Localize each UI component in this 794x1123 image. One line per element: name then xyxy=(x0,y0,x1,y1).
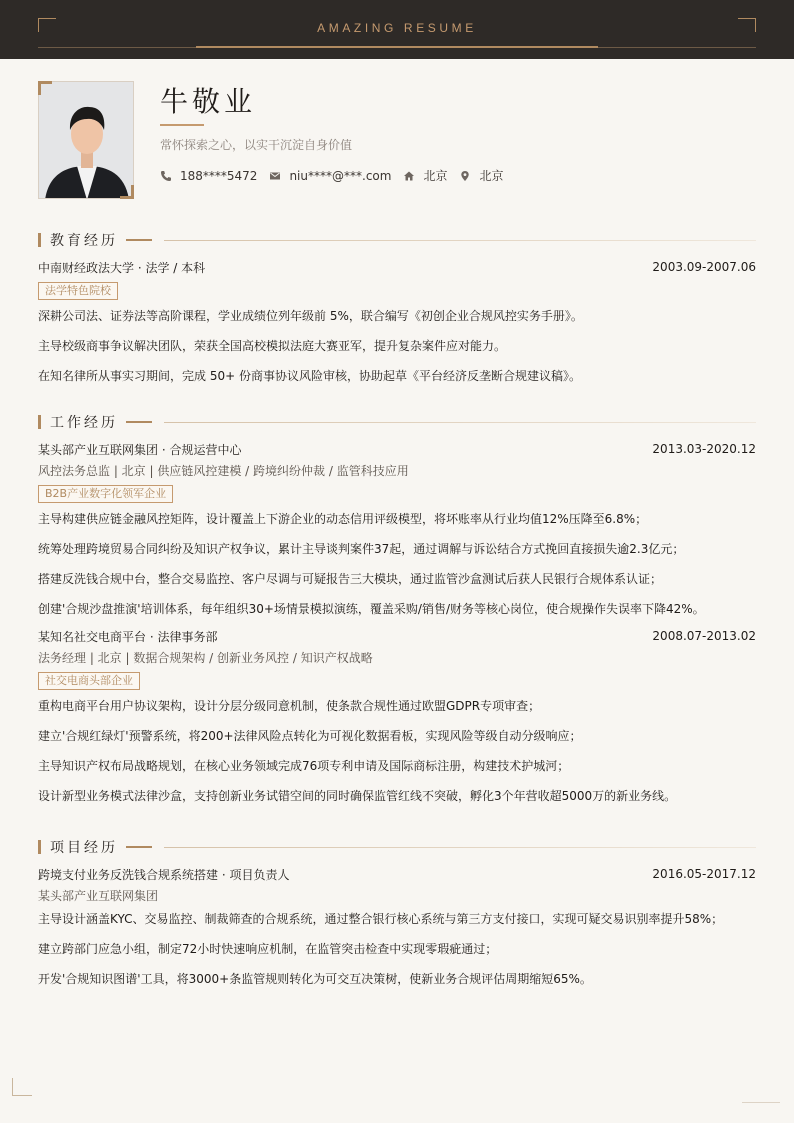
job-detail: 法务经理 | 北京 | 数据合规架构 / 创新业务风控 / 知识产权战略 xyxy=(38,651,373,665)
candidate-name: 牛敬业 xyxy=(160,85,257,118)
name-underline xyxy=(160,124,204,126)
section-header xyxy=(38,413,756,431)
company-name: 某知名社交电商平台 · 法律事务部 xyxy=(38,629,218,644)
education-bullet: 深耕公司法、证券法等高阶课程，学业成绩位列年级前 5%，联合编写《初创企业合规风控实务手册》。 xyxy=(38,309,583,323)
education-date: 2003.09-2007.06 xyxy=(652,260,756,274)
mail-icon xyxy=(269,170,281,182)
work-section xyxy=(38,413,756,804)
section-accent xyxy=(126,239,152,241)
photo-corner-decoration xyxy=(38,81,52,95)
job-bullet: 主导构建供应链金融风控矩阵，设计覆盖上下游企业的动态信用评级模型，将坏账率从行业均值12%压降至6.8%； xyxy=(38,512,648,526)
email-address: niu****@***.com xyxy=(289,168,392,183)
current-location: 北京 xyxy=(479,169,504,183)
job-detail: 风控法务总监 | 北京 | 供应链风控建模 / 跨境纠纷仲裁 / 监管科技应用 xyxy=(38,464,409,478)
company-tag: 社交电商头部企业 xyxy=(38,672,140,690)
project-org: 某头部产业互联网集团 xyxy=(38,889,159,903)
job-bullet: 创建'合规沙盘推演'培训体系，每年组织30+场情景模拟演练，覆盖采购/销售/财务等核心岗位，使合规操作失误率下降42%。 xyxy=(38,602,705,616)
job-date: 2013.03-2020.12 xyxy=(652,442,756,456)
avatar xyxy=(38,81,134,199)
contact-home xyxy=(403,167,447,184)
school-tag: 法学特色院校 xyxy=(38,282,118,300)
profile-photo xyxy=(38,81,134,199)
projects-section xyxy=(38,838,756,987)
section-divider xyxy=(164,847,756,848)
home-icon xyxy=(403,170,415,182)
education-section xyxy=(38,231,756,384)
project-name: 跨境支付业务反洗钱合规系统搭建 · 项目负责人 xyxy=(38,867,290,882)
phone-icon xyxy=(160,170,172,182)
project-bullet: 主导设计涵盖KYC、交易监控、制裁筛查的合规系统，通过整合银行核心系统与第三方支付接口，实现可疑交易识别率提升58%； xyxy=(38,912,724,926)
education-bullet: 在知名律所从事实习期间，完成 50+ 份商事协议风险审核，协助起草《平台经济反垄断合规建议稿》。 xyxy=(38,369,581,383)
project-date: 2016.05-2017.12 xyxy=(652,867,756,881)
job-date: 2008.07-2013.02 xyxy=(652,629,756,643)
education-bullet: 主导校级商事争议解决团队，荣获全国高校模拟法庭大赛亚军，提升复杂案件应对能力。 xyxy=(38,339,507,353)
section-marker xyxy=(38,415,41,429)
section-title: 教育经历 xyxy=(50,233,118,249)
photo-corner-decoration xyxy=(120,185,134,199)
project-bullet: 建立跨部门应急小组，制定72小时快速响应机制，在监管突击检查中实现零瑕疵通过； xyxy=(38,942,498,956)
section-accent xyxy=(126,421,152,423)
project-row xyxy=(38,865,756,883)
education-row xyxy=(38,258,756,276)
section-divider xyxy=(164,422,756,423)
company-tag: B2B产业数字化领军企业 xyxy=(38,485,173,503)
home-location: 北京 xyxy=(423,169,448,183)
contact-location xyxy=(459,167,503,184)
company-name: 某头部产业互联网集团 · 合规运营中心 xyxy=(38,442,242,457)
job-bullet: 重构电商平台用户协议架构，设计分层分级同意机制，使条款合规性通过欧盟GDPR专项审查； xyxy=(38,699,541,713)
section-divider xyxy=(164,240,756,241)
footer-decoration-line xyxy=(742,1102,780,1103)
phone-number: 188****5472 xyxy=(180,168,258,183)
contact-phone xyxy=(160,169,257,183)
header-banner xyxy=(0,0,794,59)
corner-decoration xyxy=(12,1078,32,1096)
section-header xyxy=(38,231,756,249)
candidate-motto: 常怀探索之心，以实干沉淀自身价值 xyxy=(160,138,353,152)
project-bullet: 开发'合规知识图谱'工具，将3000+条监管规则转化为可交互决策树，使新业务合规评估周期缩短65%。 xyxy=(38,972,592,986)
job-row xyxy=(38,627,756,645)
job-bullet: 搭建反洗钱合规中台，整合交易监控、客户尽调与可疑报告三大模块，通过监管沙盒测试后获人民银行合规体系认证； xyxy=(38,572,663,586)
section-marker xyxy=(38,840,41,854)
banner-title: AMAZING RESUME xyxy=(317,21,477,35)
section-title: 工作经历 xyxy=(50,415,118,431)
contact-info xyxy=(160,167,515,184)
location-pin-icon xyxy=(459,170,471,182)
section-accent xyxy=(126,846,152,848)
section-header xyxy=(38,838,756,856)
school-name: 中南财经政法大学 · 法学 / 本科 xyxy=(38,260,206,275)
job-bullet: 统筹处理跨境贸易合同纠纷及知识产权争议，累计主导谈判案件37起，通过调解与诉讼结合方式挽回直接损失逾2.3亿元； xyxy=(38,542,685,556)
section-title: 项目经历 xyxy=(50,840,118,856)
job-bullet: 主导知识产权布局战略规划，在核心业务领域完成76项专利申请及国际商标注册，构建技术护城河； xyxy=(38,759,570,773)
banner-accent-line xyxy=(196,46,598,48)
job-bullet: 设计新型业务模式法律沙盒，支持创新业务试错空间的同时确保监管红线不突破，孵化3个年营收超5000万的新业务线。 xyxy=(38,789,677,803)
section-marker xyxy=(38,233,41,247)
contact-email xyxy=(269,169,391,183)
job-bullet: 建立'合规红绿灯'预警系统，将200+法律风险点转化为可视化数据看板，实现风险等级自动分级响应； xyxy=(38,729,582,743)
job-row xyxy=(38,440,756,458)
